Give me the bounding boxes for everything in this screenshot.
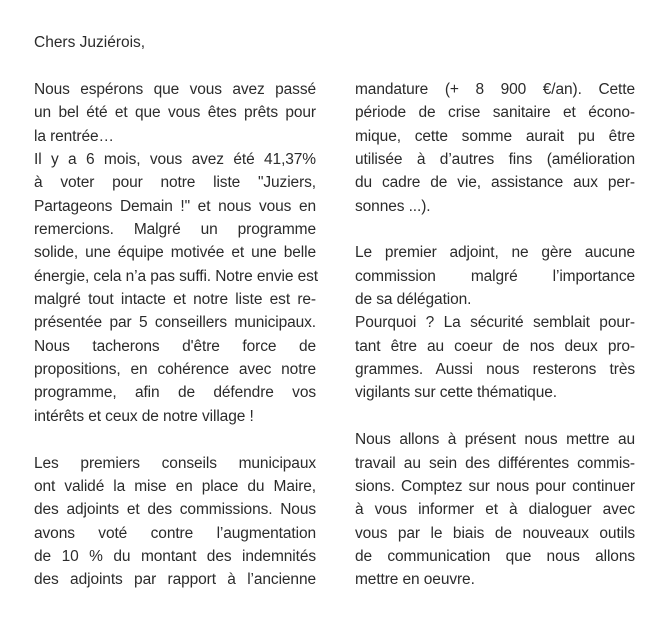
left-paragraph-1: [34, 78, 316, 428]
text-line: à voter pour notre liste "Juziers,: [34, 174, 316, 192]
text-line: programme, afin de défendre vos: [34, 384, 316, 402]
text-line: période de crise sanitaire et écono-: [355, 104, 635, 122]
greeting: Chers Juziérois,: [34, 34, 146, 51]
text-line: énergie, cela n’a pas suffi. Notre envie est: [34, 267, 318, 285]
text-line: sonnes ...).: [355, 197, 431, 215]
text-line: solide, une équipe motivée et une belle: [34, 244, 316, 262]
text-line: Nous tacherons d'être force de: [34, 337, 316, 355]
text-line: mique, cette somme aurait pu être: [355, 127, 635, 145]
text-line: la rentrée…: [34, 127, 114, 145]
text-line: Nous espérons que vous avez passé: [34, 81, 316, 98]
text-line: mandature (+ 8 900 €/an). Cette: [355, 81, 635, 98]
text-line: à vous informer et à dialoguer avec: [355, 501, 635, 519]
right-paragraph-3: [355, 428, 635, 591]
text-line: utilisée à d’autres fins (amélioration: [355, 151, 635, 169]
text-line: sions. Comptez sur nous pour continuer: [355, 477, 635, 495]
text-line: de communication que nous allons: [355, 547, 635, 565]
text-line: travail au sein des différentes commis-: [355, 454, 635, 472]
text-line: Les premiers conseils municipaux: [34, 454, 316, 472]
paragraph-gap: [355, 405, 635, 428]
left-column: [34, 78, 316, 592]
text-line: avons voté contre l’augmentation: [34, 524, 316, 542]
text-line: Nous allons à présent nous mettre au: [355, 431, 635, 449]
text-line: présentée par 5 conseillers municipaux.: [34, 314, 316, 332]
text-line: grammes. Aussi nous resterons très: [355, 361, 635, 379]
paragraph-gap: [34, 428, 316, 451]
left-paragraph-2: [34, 452, 316, 592]
text-line: mettre en oeuvre.: [355, 571, 475, 589]
text-line: intérêts et ceux de notre village !: [34, 407, 254, 425]
text-line: ont validé la mise en place du Maire,: [34, 477, 316, 495]
text-line: vous par le biais de nouveaux outils: [355, 524, 635, 542]
right-paragraph-1: [355, 78, 635, 218]
text-line: Le premier adjoint, ne gère aucune: [355, 244, 635, 262]
text-line: tant être au coeur de nos deux pro-: [355, 337, 635, 355]
text-line: Il y a 6 mois, vous avez été 41,37%: [34, 151, 316, 169]
text-line: commission malgré l’importance: [355, 267, 635, 285]
right-column: [355, 78, 635, 592]
text-line: remercions. Malgré un programme: [34, 221, 316, 239]
text-line: des adjoints par rapport à l’ancienne: [34, 571, 316, 589]
text-line: des adjoints et des commissions. Nous: [34, 501, 316, 519]
text-line: de sa délégation.: [355, 291, 472, 309]
paragraph-gap: [355, 218, 635, 241]
right-paragraph-2: [355, 241, 635, 404]
text-line: du cadre de vie, assistance aux per-: [355, 174, 635, 192]
text-line: malgré tout intacte et notre liste est re-: [34, 291, 316, 309]
text-line: vigilants sur cette thématique.: [355, 384, 557, 402]
text-line: Pourquoi ? La sécurité semblait pour-: [355, 314, 635, 332]
text-line: propositions, en cohérence avec notre: [34, 361, 316, 379]
text-line: Partageons Demain !" et nous vous en: [34, 197, 316, 215]
text-line: de 10 % du montant des indemnités: [34, 547, 316, 565]
text-line: un bel été et que vous êtes prêts pour: [34, 104, 316, 122]
